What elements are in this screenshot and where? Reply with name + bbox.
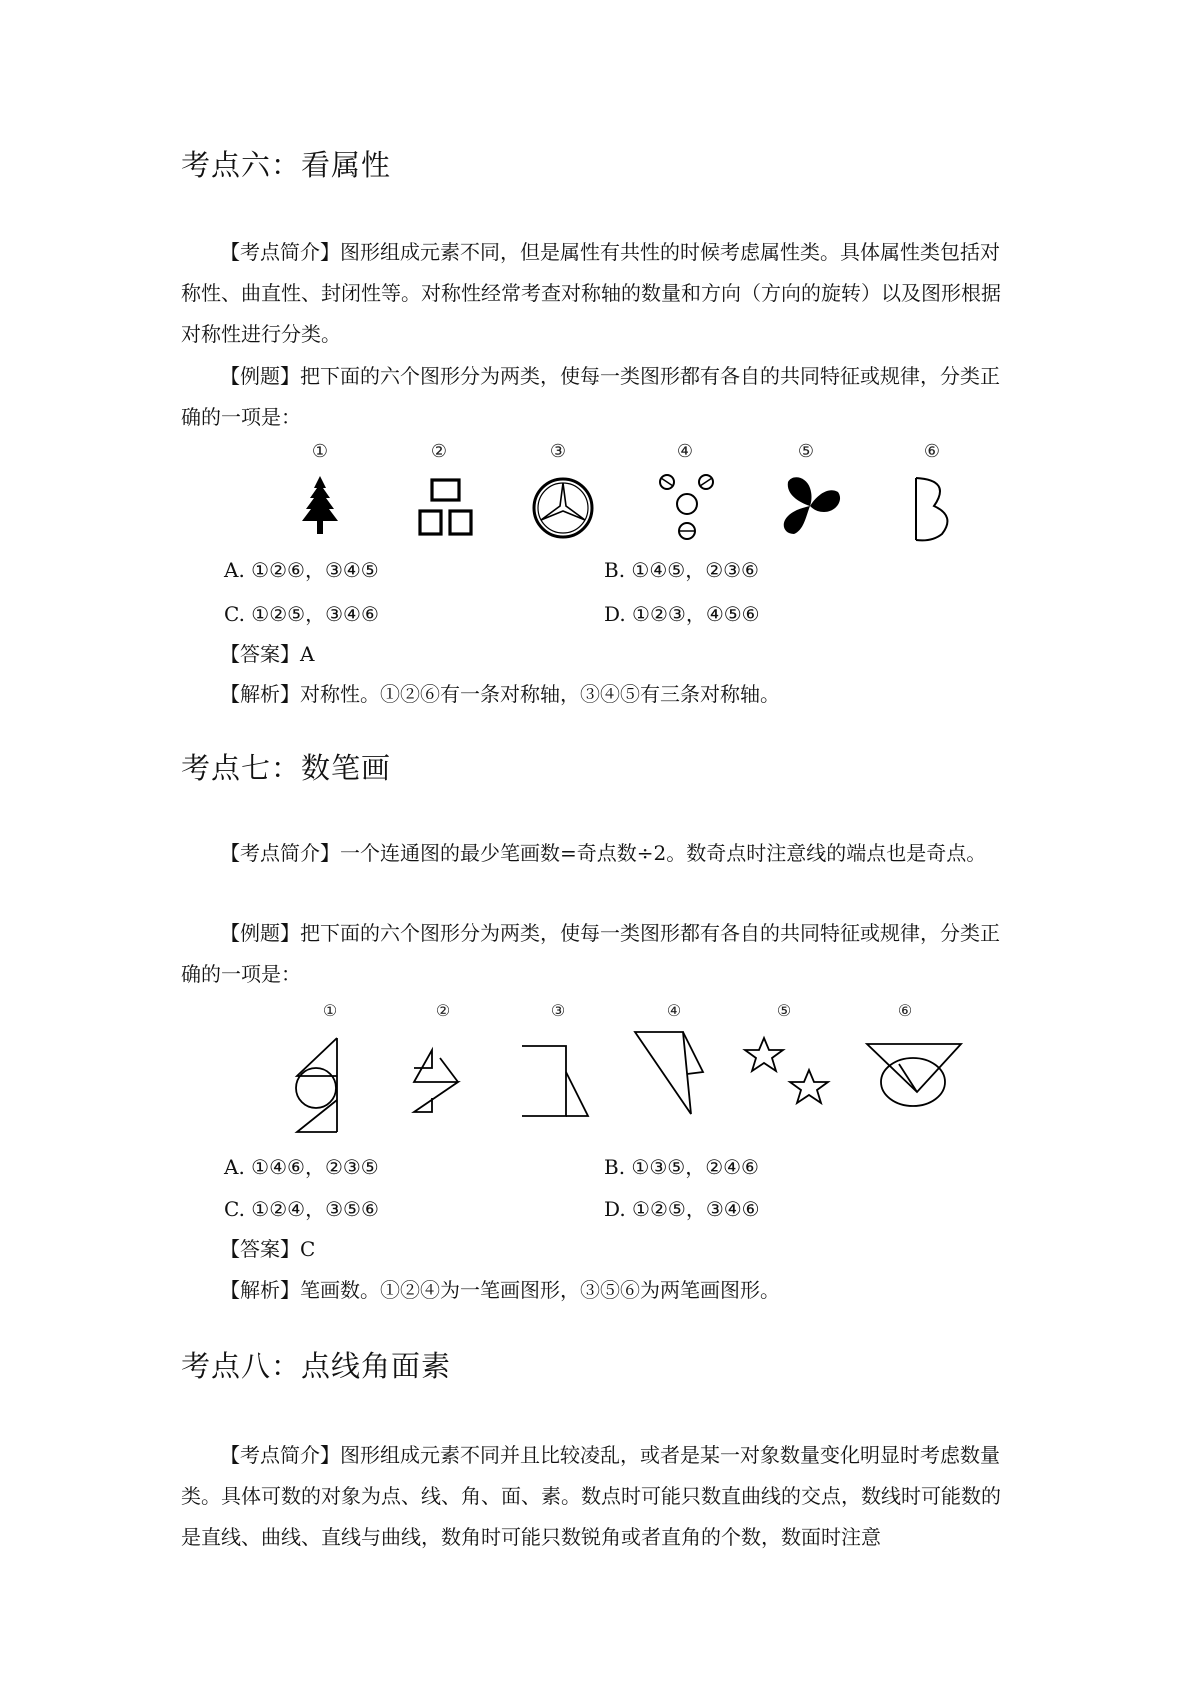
s6-figure-label-2: ②	[430, 441, 448, 462]
s6-figure-label-6: ⑥	[923, 441, 941, 462]
s6-option-d[interactable]: D. ①②③，④⑤⑥	[604, 602, 760, 626]
s7-figure-label-4: ④	[666, 1001, 682, 1020]
s7-figure-label-5: ⑤	[776, 1001, 792, 1020]
s7-figure-label-1: ①	[322, 1001, 338, 1020]
section-7-title: 考点七：数笔画	[181, 751, 392, 785]
b-shape-figure	[912, 476, 956, 542]
section-6-title: 考点六：看属性	[181, 148, 392, 182]
s6-option-a[interactable]: A. ①②⑥，③④⑤	[224, 558, 379, 582]
s7-analysis: 【解析】笔画数。①②④为一笔画图形，③⑤⑥为两笔画图形。	[220, 1278, 780, 1302]
s7-figure-label-6: ⑥	[897, 1001, 913, 1020]
s6-option-b[interactable]: B. ①④⑤，②③⑥	[604, 558, 759, 582]
section-8-intro: 【考点简介】图形组成元素不同并且比较凌乱，或者是某一对象数量变化明显时考虑数量类。具体可数的对象为点、线、角、面、素。数点时可能只数直曲线的交点，数线时可能数的是直线、曲线、直线与曲线，数角时可能只数锐角或者直角的个数，数面时注意	[181, 1443, 1001, 1549]
triangle-ellipse-figure	[865, 1040, 965, 1112]
s7-figure-label-3: ③	[550, 1001, 566, 1020]
fan-figure	[776, 472, 844, 540]
section-6-question: 【例题】把下面的六个图形分为两类，使每一类图形都有各自的共同特征或规律，分类正确的一项是：	[181, 364, 1000, 429]
s7-answer: 【答案】C	[220, 1237, 316, 1261]
s6-figure-label-4: ④	[676, 441, 694, 462]
folded-triangle-figure	[633, 1030, 705, 1116]
s7-option-b[interactable]: B. ①③⑤，②④⑥	[604, 1155, 759, 1179]
zigzag-figure	[410, 1048, 466, 1114]
circle-triangles-figure	[293, 1036, 343, 1134]
s6-answer: 【答案】A	[220, 642, 315, 666]
s6-option-c[interactable]: C. ①②⑤，③④⑥	[224, 602, 379, 626]
tree-figure	[295, 476, 345, 538]
s6-analysis: 【解析】对称性。①②⑥有一条对称轴，③④⑤有三条对称轴。	[220, 682, 780, 706]
four-circles-figure	[653, 470, 721, 542]
three-point-star-circle-figure	[531, 476, 595, 540]
s6-figure-label-3: ③	[549, 441, 567, 462]
s6-figure-label-1: ①	[311, 441, 329, 462]
section-8-title: 考点八：点线角面素	[181, 1349, 452, 1383]
bracket-triangle-figure	[520, 1044, 592, 1118]
two-stars-figure	[743, 1036, 833, 1108]
section-6-intro: 【考点简介】图形组成元素不同，但是属性有共性的时候考虑属性类。具体属性类包括对称性、曲直性、封闭性等。对称性经常考查对称轴的数量和方向（方向的旋转）以及图形根据对称性进行分类。	[181, 240, 1001, 346]
section-7-question: 【例题】把下面的六个图形分为两类，使每一类图形都有各自的共同特征或规律，分类正确的一项是：	[181, 921, 1000, 986]
pin-character-figure	[417, 478, 475, 538]
s6-figure-label-5: ⑤	[797, 441, 815, 462]
section-7-intro: 【考点简介】一个连通图的最少笔画数=奇点数÷2。数奇点时注意线的端点也是奇点。	[220, 841, 987, 865]
s7-option-a[interactable]: A. ①④⑥，②③⑤	[224, 1155, 379, 1179]
s7-option-c[interactable]: C. ①②④，③⑤⑥	[224, 1197, 379, 1221]
s7-option-d[interactable]: D. ①②⑤，③④⑥	[604, 1197, 760, 1221]
s7-figure-label-2: ②	[435, 1001, 451, 1020]
